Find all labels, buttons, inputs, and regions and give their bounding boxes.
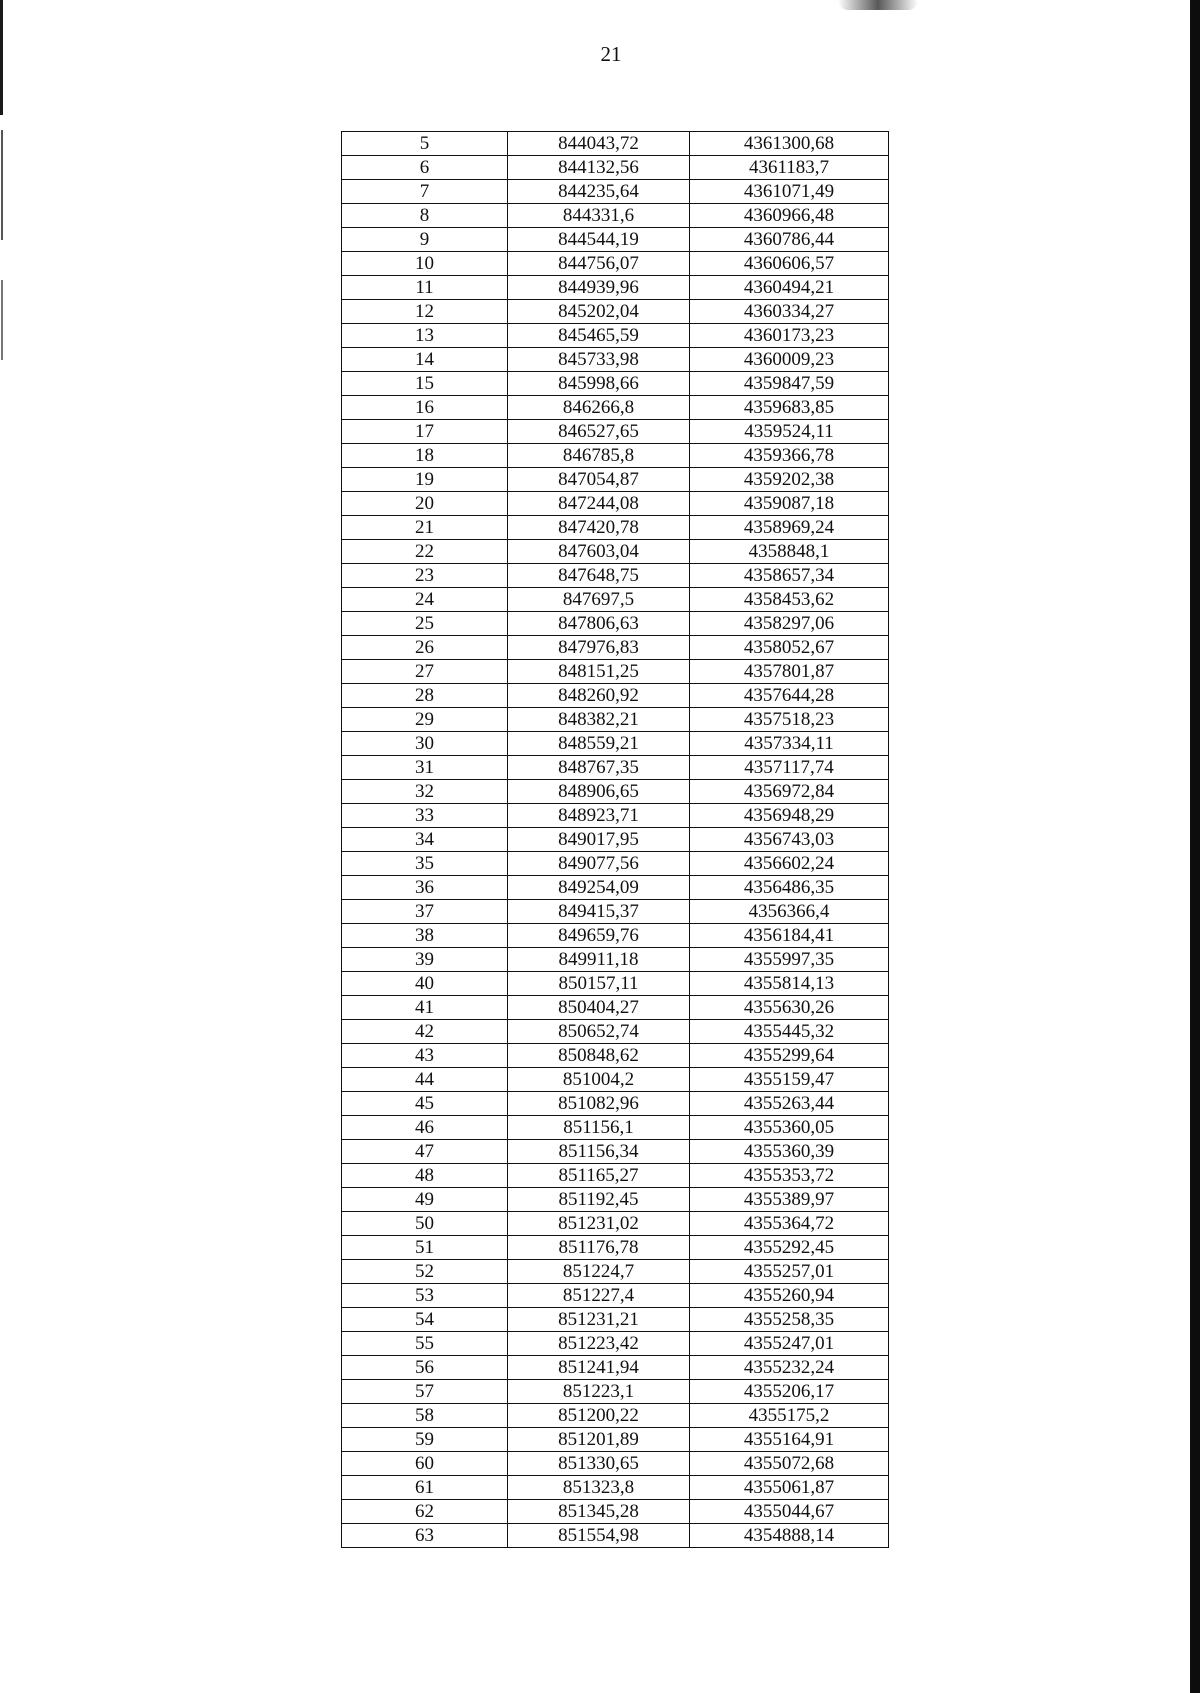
table-row [342,924,889,948]
y-coordinate-cell: 4355061,87 [690,1476,889,1500]
y-coordinate-cell: 4355247,01 [690,1332,889,1356]
x-coordinate-cell: 849077,56 [508,852,690,876]
table-row [342,780,889,804]
x-coordinate-cell: 848151,25 [508,660,690,684]
point-number-cell: 48 [342,1164,508,1188]
y-coordinate-cell: 4359366,78 [690,444,889,468]
x-coordinate-cell: 844756,07 [508,252,690,276]
point-number-cell: 36 [342,876,508,900]
x-coordinate-cell: 848767,35 [508,756,690,780]
point-number-cell: 31 [342,756,508,780]
y-coordinate-cell: 4355258,35 [690,1308,889,1332]
table-row [342,1284,889,1308]
y-coordinate-cell: 4354888,14 [690,1524,889,1548]
x-coordinate-cell: 851554,98 [508,1524,690,1548]
x-coordinate-cell: 844132,56 [508,156,690,180]
point-number-cell: 24 [342,588,508,612]
y-coordinate-cell: 4355164,91 [690,1428,889,1452]
x-coordinate-cell: 844331,6 [508,204,690,228]
point-number-cell: 50 [342,1212,508,1236]
point-number-cell: 43 [342,1044,508,1068]
x-coordinate-cell: 851200,22 [508,1404,690,1428]
y-coordinate-cell: 4355260,94 [690,1284,889,1308]
y-coordinate-cell: 4358297,06 [690,612,889,636]
point-number-cell: 32 [342,780,508,804]
y-coordinate-cell: 4358969,24 [690,516,889,540]
table-row [342,1308,889,1332]
y-coordinate-cell: 4359847,59 [690,372,889,396]
y-coordinate-cell: 4355206,17 [690,1380,889,1404]
point-number-cell: 25 [342,612,508,636]
y-coordinate-cell: 4361183,7 [690,156,889,180]
x-coordinate-cell: 851345,28 [508,1500,690,1524]
table-row [342,444,889,468]
table-row [342,900,889,924]
coordinates-table-body [342,132,889,1548]
table-row [342,204,889,228]
y-coordinate-cell: 4355445,32 [690,1020,889,1044]
point-number-cell: 9 [342,228,508,252]
y-coordinate-cell: 4356366,4 [690,900,889,924]
table-row [342,540,889,564]
table-row [342,804,889,828]
y-coordinate-cell: 4355299,64 [690,1044,889,1068]
y-coordinate-cell: 4355263,44 [690,1092,889,1116]
table-row [342,1140,889,1164]
x-coordinate-cell: 851223,42 [508,1332,690,1356]
table-row [342,468,889,492]
point-number-cell: 61 [342,1476,508,1500]
point-number-cell: 47 [342,1140,508,1164]
coordinates-table [341,131,889,1548]
x-coordinate-cell: 849911,18 [508,948,690,972]
y-coordinate-cell: 4356184,41 [690,924,889,948]
x-coordinate-cell: 851231,02 [508,1212,690,1236]
y-coordinate-cell: 4360494,21 [690,276,889,300]
y-coordinate-cell: 4355044,67 [690,1500,889,1524]
table-row [342,1092,889,1116]
x-coordinate-cell: 844235,64 [508,180,690,204]
x-coordinate-cell: 845465,59 [508,324,690,348]
x-coordinate-cell: 845998,66 [508,372,690,396]
point-number-cell: 39 [342,948,508,972]
point-number-cell: 17 [342,420,508,444]
y-coordinate-cell: 4356486,35 [690,876,889,900]
point-number-cell: 23 [342,564,508,588]
point-number-cell: 41 [342,996,508,1020]
table-row [342,660,889,684]
x-coordinate-cell: 851156,1 [508,1116,690,1140]
point-number-cell: 62 [342,1500,508,1524]
table-row [342,1428,889,1452]
coordinates-table-container [341,131,888,1548]
point-number-cell: 28 [342,684,508,708]
point-number-cell: 26 [342,636,508,660]
scan-smudge [838,0,918,10]
y-coordinate-cell: 4360173,23 [690,324,889,348]
y-coordinate-cell: 4355175,2 [690,1404,889,1428]
x-coordinate-cell: 847976,83 [508,636,690,660]
point-number-cell: 7 [342,180,508,204]
y-coordinate-cell: 4360334,27 [690,300,889,324]
table-row [342,1380,889,1404]
point-number-cell: 34 [342,828,508,852]
table-row [342,1404,889,1428]
x-coordinate-cell: 845202,04 [508,300,690,324]
table-row [342,1500,889,1524]
x-coordinate-cell: 851165,27 [508,1164,690,1188]
y-coordinate-cell: 4355814,13 [690,972,889,996]
x-coordinate-cell: 848260,92 [508,684,690,708]
point-number-cell: 5 [342,132,508,156]
x-coordinate-cell: 850848,62 [508,1044,690,1068]
table-row [342,1356,889,1380]
table-row [342,828,889,852]
y-coordinate-cell: 4355257,01 [690,1260,889,1284]
x-coordinate-cell: 850157,11 [508,972,690,996]
y-coordinate-cell: 4360786,44 [690,228,889,252]
table-row [342,300,889,324]
y-coordinate-cell: 4355997,35 [690,948,889,972]
table-row [342,636,889,660]
table-row [342,252,889,276]
table-row [342,1260,889,1284]
table-row [342,564,889,588]
point-number-cell: 19 [342,468,508,492]
x-coordinate-cell: 846266,8 [508,396,690,420]
table-row [342,348,889,372]
y-coordinate-cell: 4361300,68 [690,132,889,156]
y-coordinate-cell: 4355630,26 [690,996,889,1020]
point-number-cell: 42 [342,1020,508,1044]
x-coordinate-cell: 851223,1 [508,1380,690,1404]
point-number-cell: 45 [342,1092,508,1116]
x-coordinate-cell: 850404,27 [508,996,690,1020]
y-coordinate-cell: 4360606,57 [690,252,889,276]
table-row [342,420,889,444]
x-coordinate-cell: 848559,21 [508,732,690,756]
y-coordinate-cell: 4359524,11 [690,420,889,444]
y-coordinate-cell: 4355292,45 [690,1236,889,1260]
point-number-cell: 20 [342,492,508,516]
point-number-cell: 46 [342,1116,508,1140]
x-coordinate-cell: 846785,8 [508,444,690,468]
point-number-cell: 40 [342,972,508,996]
y-coordinate-cell: 4359087,18 [690,492,889,516]
table-row [342,516,889,540]
x-coordinate-cell: 850652,74 [508,1020,690,1044]
table-row [342,1332,889,1356]
y-coordinate-cell: 4358657,34 [690,564,889,588]
table-row [342,276,889,300]
point-number-cell: 10 [342,252,508,276]
table-row [342,1068,889,1092]
x-coordinate-cell: 847054,87 [508,468,690,492]
x-coordinate-cell: 851004,2 [508,1068,690,1092]
x-coordinate-cell: 849415,37 [508,900,690,924]
x-coordinate-cell: 851082,96 [508,1092,690,1116]
x-coordinate-cell: 847697,5 [508,588,690,612]
table-row [342,756,889,780]
y-coordinate-cell: 4357117,74 [690,756,889,780]
y-coordinate-cell: 4355389,97 [690,1188,889,1212]
x-coordinate-cell: 851323,8 [508,1476,690,1500]
point-number-cell: 27 [342,660,508,684]
point-number-cell: 21 [342,516,508,540]
point-number-cell: 58 [342,1404,508,1428]
point-number-cell: 15 [342,372,508,396]
table-row [342,1212,889,1236]
x-coordinate-cell: 851227,4 [508,1284,690,1308]
point-number-cell: 57 [342,1380,508,1404]
y-coordinate-cell: 4358848,1 [690,540,889,564]
point-number-cell: 55 [342,1332,508,1356]
table-row [342,1476,889,1500]
point-number-cell: 8 [342,204,508,228]
x-coordinate-cell: 848382,21 [508,708,690,732]
x-coordinate-cell: 851224,7 [508,1260,690,1284]
y-coordinate-cell: 4359202,38 [690,468,889,492]
y-coordinate-cell: 4359683,85 [690,396,889,420]
x-coordinate-cell: 851241,94 [508,1356,690,1380]
point-number-cell: 53 [342,1284,508,1308]
y-coordinate-cell: 4356602,24 [690,852,889,876]
point-number-cell: 11 [342,276,508,300]
x-coordinate-cell: 851231,21 [508,1308,690,1332]
table-row [342,1236,889,1260]
point-number-cell: 54 [342,1308,508,1332]
table-row [342,852,889,876]
point-number-cell: 49 [342,1188,508,1212]
x-coordinate-cell: 848923,71 [508,804,690,828]
x-coordinate-cell: 846527,65 [508,420,690,444]
table-row [342,612,889,636]
y-coordinate-cell: 4357644,28 [690,684,889,708]
scan-edge-left-mark [1,280,3,360]
table-row [342,1188,889,1212]
point-number-cell: 38 [342,924,508,948]
table-row [342,1524,889,1548]
y-coordinate-cell: 4355360,05 [690,1116,889,1140]
x-coordinate-cell: 847603,04 [508,540,690,564]
point-number-cell: 16 [342,396,508,420]
x-coordinate-cell: 851192,45 [508,1188,690,1212]
table-row [342,1452,889,1476]
table-row [342,996,889,1020]
y-coordinate-cell: 4355364,72 [690,1212,889,1236]
y-coordinate-cell: 4355232,24 [690,1356,889,1380]
y-coordinate-cell: 4356743,03 [690,828,889,852]
x-coordinate-cell: 844043,72 [508,132,690,156]
x-coordinate-cell: 851330,65 [508,1452,690,1476]
x-coordinate-cell: 848906,65 [508,780,690,804]
y-coordinate-cell: 4356948,29 [690,804,889,828]
point-number-cell: 37 [342,900,508,924]
y-coordinate-cell: 4355072,68 [690,1452,889,1476]
point-number-cell: 14 [342,348,508,372]
x-coordinate-cell: 847806,63 [508,612,690,636]
x-coordinate-cell: 847648,75 [508,564,690,588]
table-row [342,156,889,180]
point-number-cell: 12 [342,300,508,324]
y-coordinate-cell: 4357518,23 [690,708,889,732]
x-coordinate-cell: 844544,19 [508,228,690,252]
point-number-cell: 44 [342,1068,508,1092]
table-row [342,732,889,756]
scan-edge-right [1190,0,1200,1693]
table-row [342,1116,889,1140]
y-coordinate-cell: 4355360,39 [690,1140,889,1164]
x-coordinate-cell: 849017,95 [508,828,690,852]
y-coordinate-cell: 4356972,84 [690,780,889,804]
y-coordinate-cell: 4357334,11 [690,732,889,756]
x-coordinate-cell: 845733,98 [508,348,690,372]
table-row [342,684,889,708]
point-number-cell: 51 [342,1236,508,1260]
scan-edge-left-mark [1,130,3,240]
x-coordinate-cell: 849254,09 [508,876,690,900]
table-row [342,492,889,516]
point-number-cell: 56 [342,1356,508,1380]
table-row [342,1164,889,1188]
point-number-cell: 6 [342,156,508,180]
y-coordinate-cell: 4360966,48 [690,204,889,228]
point-number-cell: 52 [342,1260,508,1284]
x-coordinate-cell: 851176,78 [508,1236,690,1260]
table-row [342,228,889,252]
point-number-cell: 35 [342,852,508,876]
point-number-cell: 59 [342,1428,508,1452]
x-coordinate-cell: 851201,89 [508,1428,690,1452]
y-coordinate-cell: 4361071,49 [690,180,889,204]
x-coordinate-cell: 851156,34 [508,1140,690,1164]
y-coordinate-cell: 4358453,62 [690,588,889,612]
table-row [342,972,889,996]
table-row [342,396,889,420]
y-coordinate-cell: 4355353,72 [690,1164,889,1188]
point-number-cell: 33 [342,804,508,828]
point-number-cell: 60 [342,1452,508,1476]
x-coordinate-cell: 847244,08 [508,492,690,516]
point-number-cell: 13 [342,324,508,348]
table-row [342,1044,889,1068]
point-number-cell: 29 [342,708,508,732]
y-coordinate-cell: 4358052,67 [690,636,889,660]
y-coordinate-cell: 4355159,47 [690,1068,889,1092]
y-coordinate-cell: 4360009,23 [690,348,889,372]
table-row [342,876,889,900]
table-row [342,372,889,396]
table-row [342,324,889,348]
x-coordinate-cell: 847420,78 [508,516,690,540]
y-coordinate-cell: 4357801,87 [690,660,889,684]
table-row [342,948,889,972]
table-row [342,132,889,156]
point-number-cell: 18 [342,444,508,468]
table-row [342,1020,889,1044]
x-coordinate-cell: 849659,76 [508,924,690,948]
x-coordinate-cell: 844939,96 [508,276,690,300]
table-row [342,708,889,732]
table-row [342,588,889,612]
point-number-cell: 30 [342,732,508,756]
point-number-cell: 22 [342,540,508,564]
point-number-cell: 63 [342,1524,508,1548]
table-row [342,180,889,204]
page-number: 21 [600,42,622,66]
